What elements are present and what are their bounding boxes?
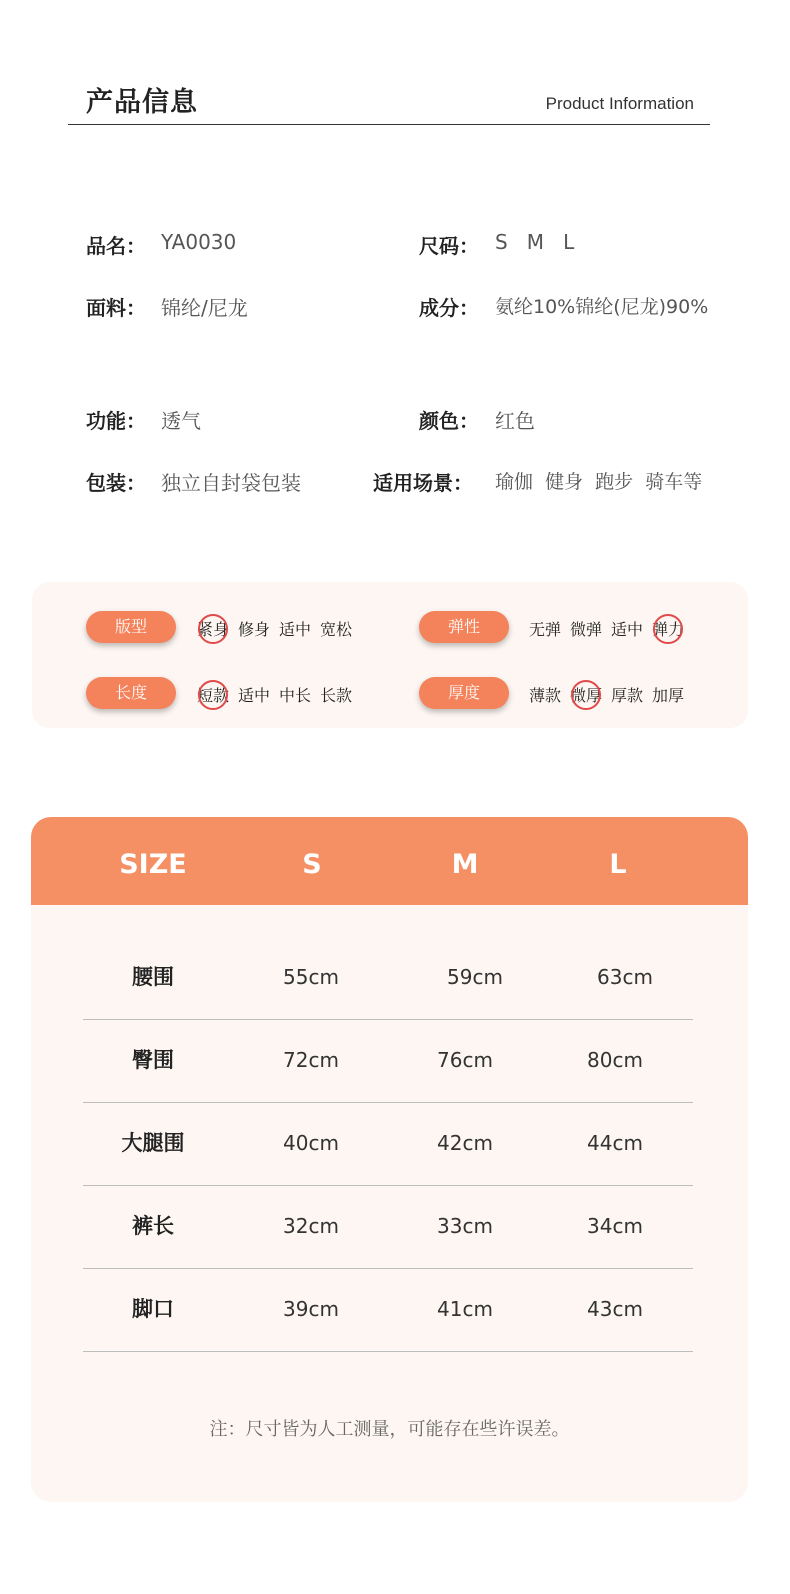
row-label: 大腿围 [121,1131,185,1155]
table-row [83,1268,693,1352]
fit-option: 适中 [279,620,312,639]
size-chart [31,817,748,1502]
row-value: 33cm [437,1214,493,1238]
usage-label: 适用场景： [373,471,473,495]
table-row [83,1185,693,1269]
thickness-option: 微厚 [570,683,602,706]
attribute-panel [32,582,748,728]
length-option: 中长 [279,686,312,705]
row-value: 76cm [437,1048,493,1072]
color-value: 红色 [495,409,535,433]
fabric-value: 锦纶/尼龙 [161,296,248,320]
row-label: 脚口 [132,1297,174,1321]
thickness-options [529,683,693,706]
composition-value: 氨纶10%锦纶(尼龙)90% [495,296,709,318]
elasticity-option: 适中 [611,620,644,639]
table-row [83,936,693,1020]
table-row [83,1019,693,1103]
header-size: SIZE [119,849,187,880]
elasticity-pill: 弹性 [419,611,509,643]
measurement-note: 注：尺寸皆为人工测量，可能存在些许误差。 [209,1419,570,1440]
row-value: 42cm [437,1131,493,1155]
elasticity-options [529,617,693,640]
fit-option: 紧身 [197,617,229,640]
color-label: 颜色： [419,409,479,433]
size-label: 尺码： [419,234,479,258]
usage-value: 瑜伽 健身 跑步 骑车等 [495,471,703,493]
elasticity-option: 弹力 [652,617,684,640]
row-value: 55cm [283,965,339,989]
page-title: 产品信息 [86,87,198,118]
section-header [68,78,710,125]
length-option: 长款 [320,686,353,705]
fit-option: 宽松 [320,620,353,639]
row-value: 39cm [283,1297,339,1321]
fabric-label: 面料： [86,296,146,320]
name-value: YA0030 [161,230,237,254]
row-value: 80cm [587,1048,643,1072]
row-value: 40cm [283,1131,339,1155]
name-label: 品名： [86,234,146,258]
thickness-option: 加厚 [652,686,685,705]
row-value: 32cm [283,1214,339,1238]
length-pill: 长度 [86,677,176,709]
row-value: 44cm [587,1131,643,1155]
length-option: 短款 [197,683,229,706]
header-l: L [609,849,627,880]
package-label: 包装： [86,471,146,495]
size-table-header [31,817,748,905]
row-value: 63cm [597,965,653,989]
row-label: 臀围 [132,1048,174,1072]
package-value: 独立自封袋包装 [161,471,301,495]
table-row [83,1102,693,1186]
row-value: 34cm [587,1214,643,1238]
elasticity-option: 微弹 [570,620,603,639]
header-s: S [302,849,322,880]
header-m: M [451,849,479,880]
size-value: S M L [495,230,575,254]
fit-options [197,617,361,640]
elasticity-option: 无弹 [529,620,562,639]
row-value: 72cm [283,1048,339,1072]
row-label: 裤长 [132,1214,174,1238]
row-value: 41cm [437,1297,493,1321]
length-options [197,683,361,706]
row-label: 腰围 [132,965,174,989]
fit-pill: 版型 [86,611,176,643]
fit-option: 修身 [238,620,271,639]
page-subtitle: Product Information [545,94,694,113]
function-value: 透气 [161,409,201,433]
composition-label: 成分： [419,296,479,320]
thickness-option: 薄款 [529,686,562,705]
row-value: 43cm [587,1297,643,1321]
row-value: 59cm [447,965,503,989]
thickness-pill: 厚度 [419,677,509,709]
function-label: 功能： [86,409,146,433]
length-option: 适中 [238,686,271,705]
thickness-option: 厚款 [611,686,644,705]
